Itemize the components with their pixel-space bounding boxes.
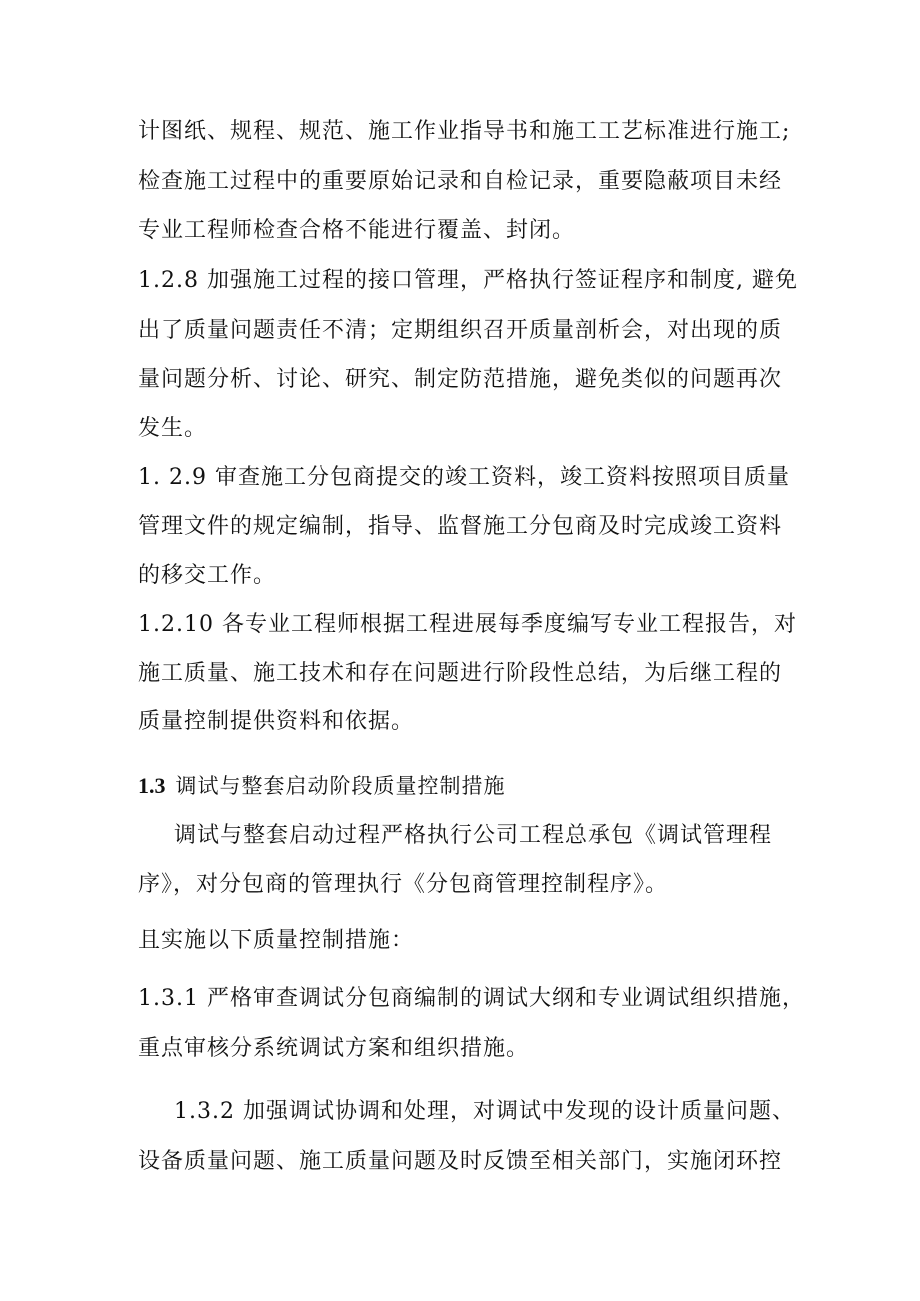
text-line: 1.2.8 加强施工过程的接口管理，严格执行签证程序和制度, 避免 — [138, 268, 798, 293]
text-line: 计图纸、规程、规范、施工作业指导书和施工工艺标准进行施工; — [138, 119, 791, 144]
text-line: 1.3.2 加强调试协调和处理，对调试中发现的设计质量问题、 — [174, 1099, 795, 1124]
text-line: 出了质量问题责任不清；定期组织召开质量剖析会，对出现的质 — [138, 318, 783, 343]
section-heading — [138, 771, 506, 801]
text-line: 质量控制提供资料和依据。 — [138, 709, 415, 734]
text-line: 1.2.10 各专业工程师根据工程进展每季度编写专业工程报告，对 — [138, 612, 797, 637]
text-line: 量问题分析、讨论、研究、制定防范措施，避免类似的问题再次 — [138, 367, 783, 392]
text-line: 1. 2.9 审查施工分包商提交的竣工资料，竣工资料按照项目质量 — [138, 465, 790, 490]
text-line: 1.3.1 严格审查调试分包商编制的调试大纲和专业调试组织措施， — [138, 986, 805, 1011]
text-line: 的移交工作。 — [138, 563, 277, 588]
text-line: 重点审核分系统调试方案和组织措施。 — [138, 1036, 530, 1061]
text-line: 序》，对分包商的管理执行《分包商管理控制程序》。 — [138, 872, 669, 897]
text-line: 设备质量问题、施工质量问题及时反馈至相关部门，实施闭环控 — [138, 1149, 783, 1174]
text-line: 专业工程师检查合格不能进行覆盖、封闭。 — [138, 218, 576, 243]
section-number: 1.3 — [138, 773, 166, 798]
text-line: 检查施工过程中的重要原始记录和自检记录，重要隐蔽项目未经 — [138, 169, 783, 194]
text-line: 且实施以下质量控制措施： — [138, 928, 415, 953]
text-line: 施工质量、施工技术和存在问题进行阶段性总结，为后继工程的 — [138, 661, 783, 686]
text-line: 管理文件的规定编制，指导、监督施工分包商及时完成竣工资料 — [138, 514, 783, 539]
text-line: 调试与整套启动过程严格执行公司工程总承包《调试管理程 — [174, 823, 773, 848]
section-title: 调试与整套启动阶段质量控制措施 — [175, 774, 506, 798]
text-line: 发生。 — [138, 416, 208, 441]
